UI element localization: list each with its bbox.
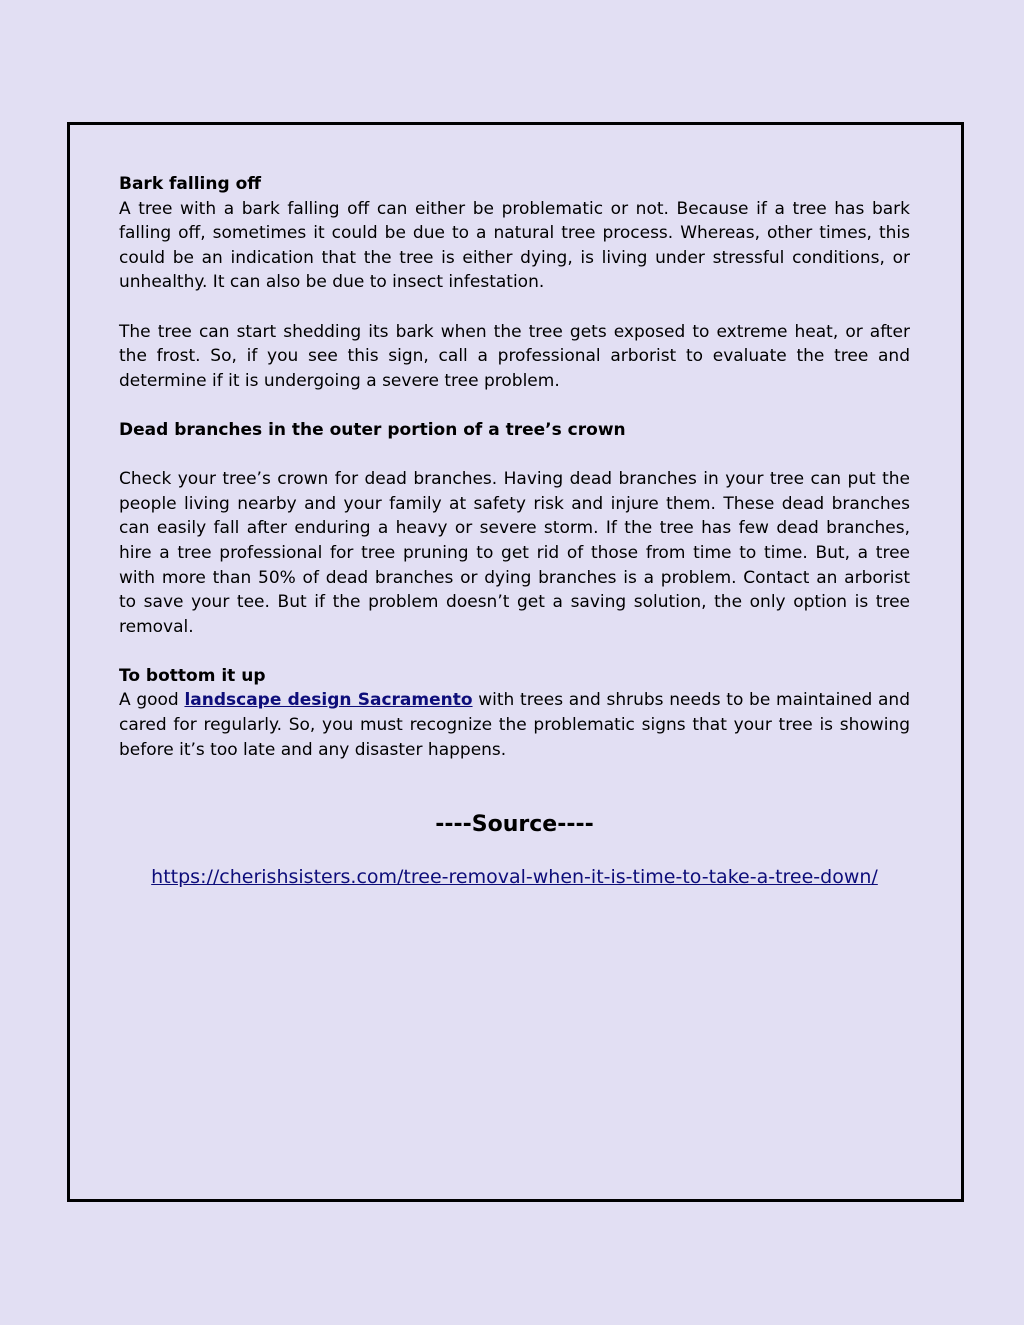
spacer [119,295,910,320]
source-url-link[interactable]: https://cherishsisters.com/tree-removal-when-it-is-time-to-take-a-tree-down/ [151,866,878,888]
paragraph-bark-2: The tree can start shedding its bark when the tree gets exposed to extreme heat, or after the frost. So, if you see this sign, call a professional arborist to evaluate the tree and determine if it is undergoing a severe tree problem. [119,321,910,391]
paragraph-dead-branches: Check your tree’s crown for dead branches. Having dead branches in your tree can put the people living nearby and your family at safety risk and injure them. These dead branches can easily fall after enduring a heavy or severe storm. If the tree has few dead branches, hire a tree professional for tree pruning to get rid of those from time to time. But, a tree with more than 50% of dead branches or dying branches is a problem. Contact an arborist to save your tee. But if the problem doesn’t get a saving solution, the only option is tree removal. [119,469,910,637]
paragraph-bottom [119,688,910,762]
landscape-design-link[interactable]: landscape design Sacramento [184,690,473,711]
paragraph-bottom-start: A good [119,690,185,711]
heading-bottom-it-up: To bottom it up [119,665,266,686]
heading-dead-branches: Dead branches in the outer portion of a tree’s crown [119,419,626,440]
source-title: ----Source---- [435,812,594,837]
spacer [119,639,910,664]
article-body [119,172,910,762]
spacer [119,443,910,468]
paragraph-bark-1: A tree with a bark falling off can either be problematic or not. Because if a tree has bark falling off, sometimes it could be due to a natural tree process. Whereas, other times, this could be an indication that the tree is either dying, is living under stressful conditions, or unhealthy. It can also be due to insect infestation. [119,198,910,293]
paragraph-bottom-end: with trees and shrubs needs to be maintained and cared for regularly. So, you must recognize the problematic signs that your tree is showing before it’s too late and any disaster happens. [119,690,911,760]
spacer [119,393,910,418]
heading-bark-falling-off: Bark falling off [119,174,262,194]
